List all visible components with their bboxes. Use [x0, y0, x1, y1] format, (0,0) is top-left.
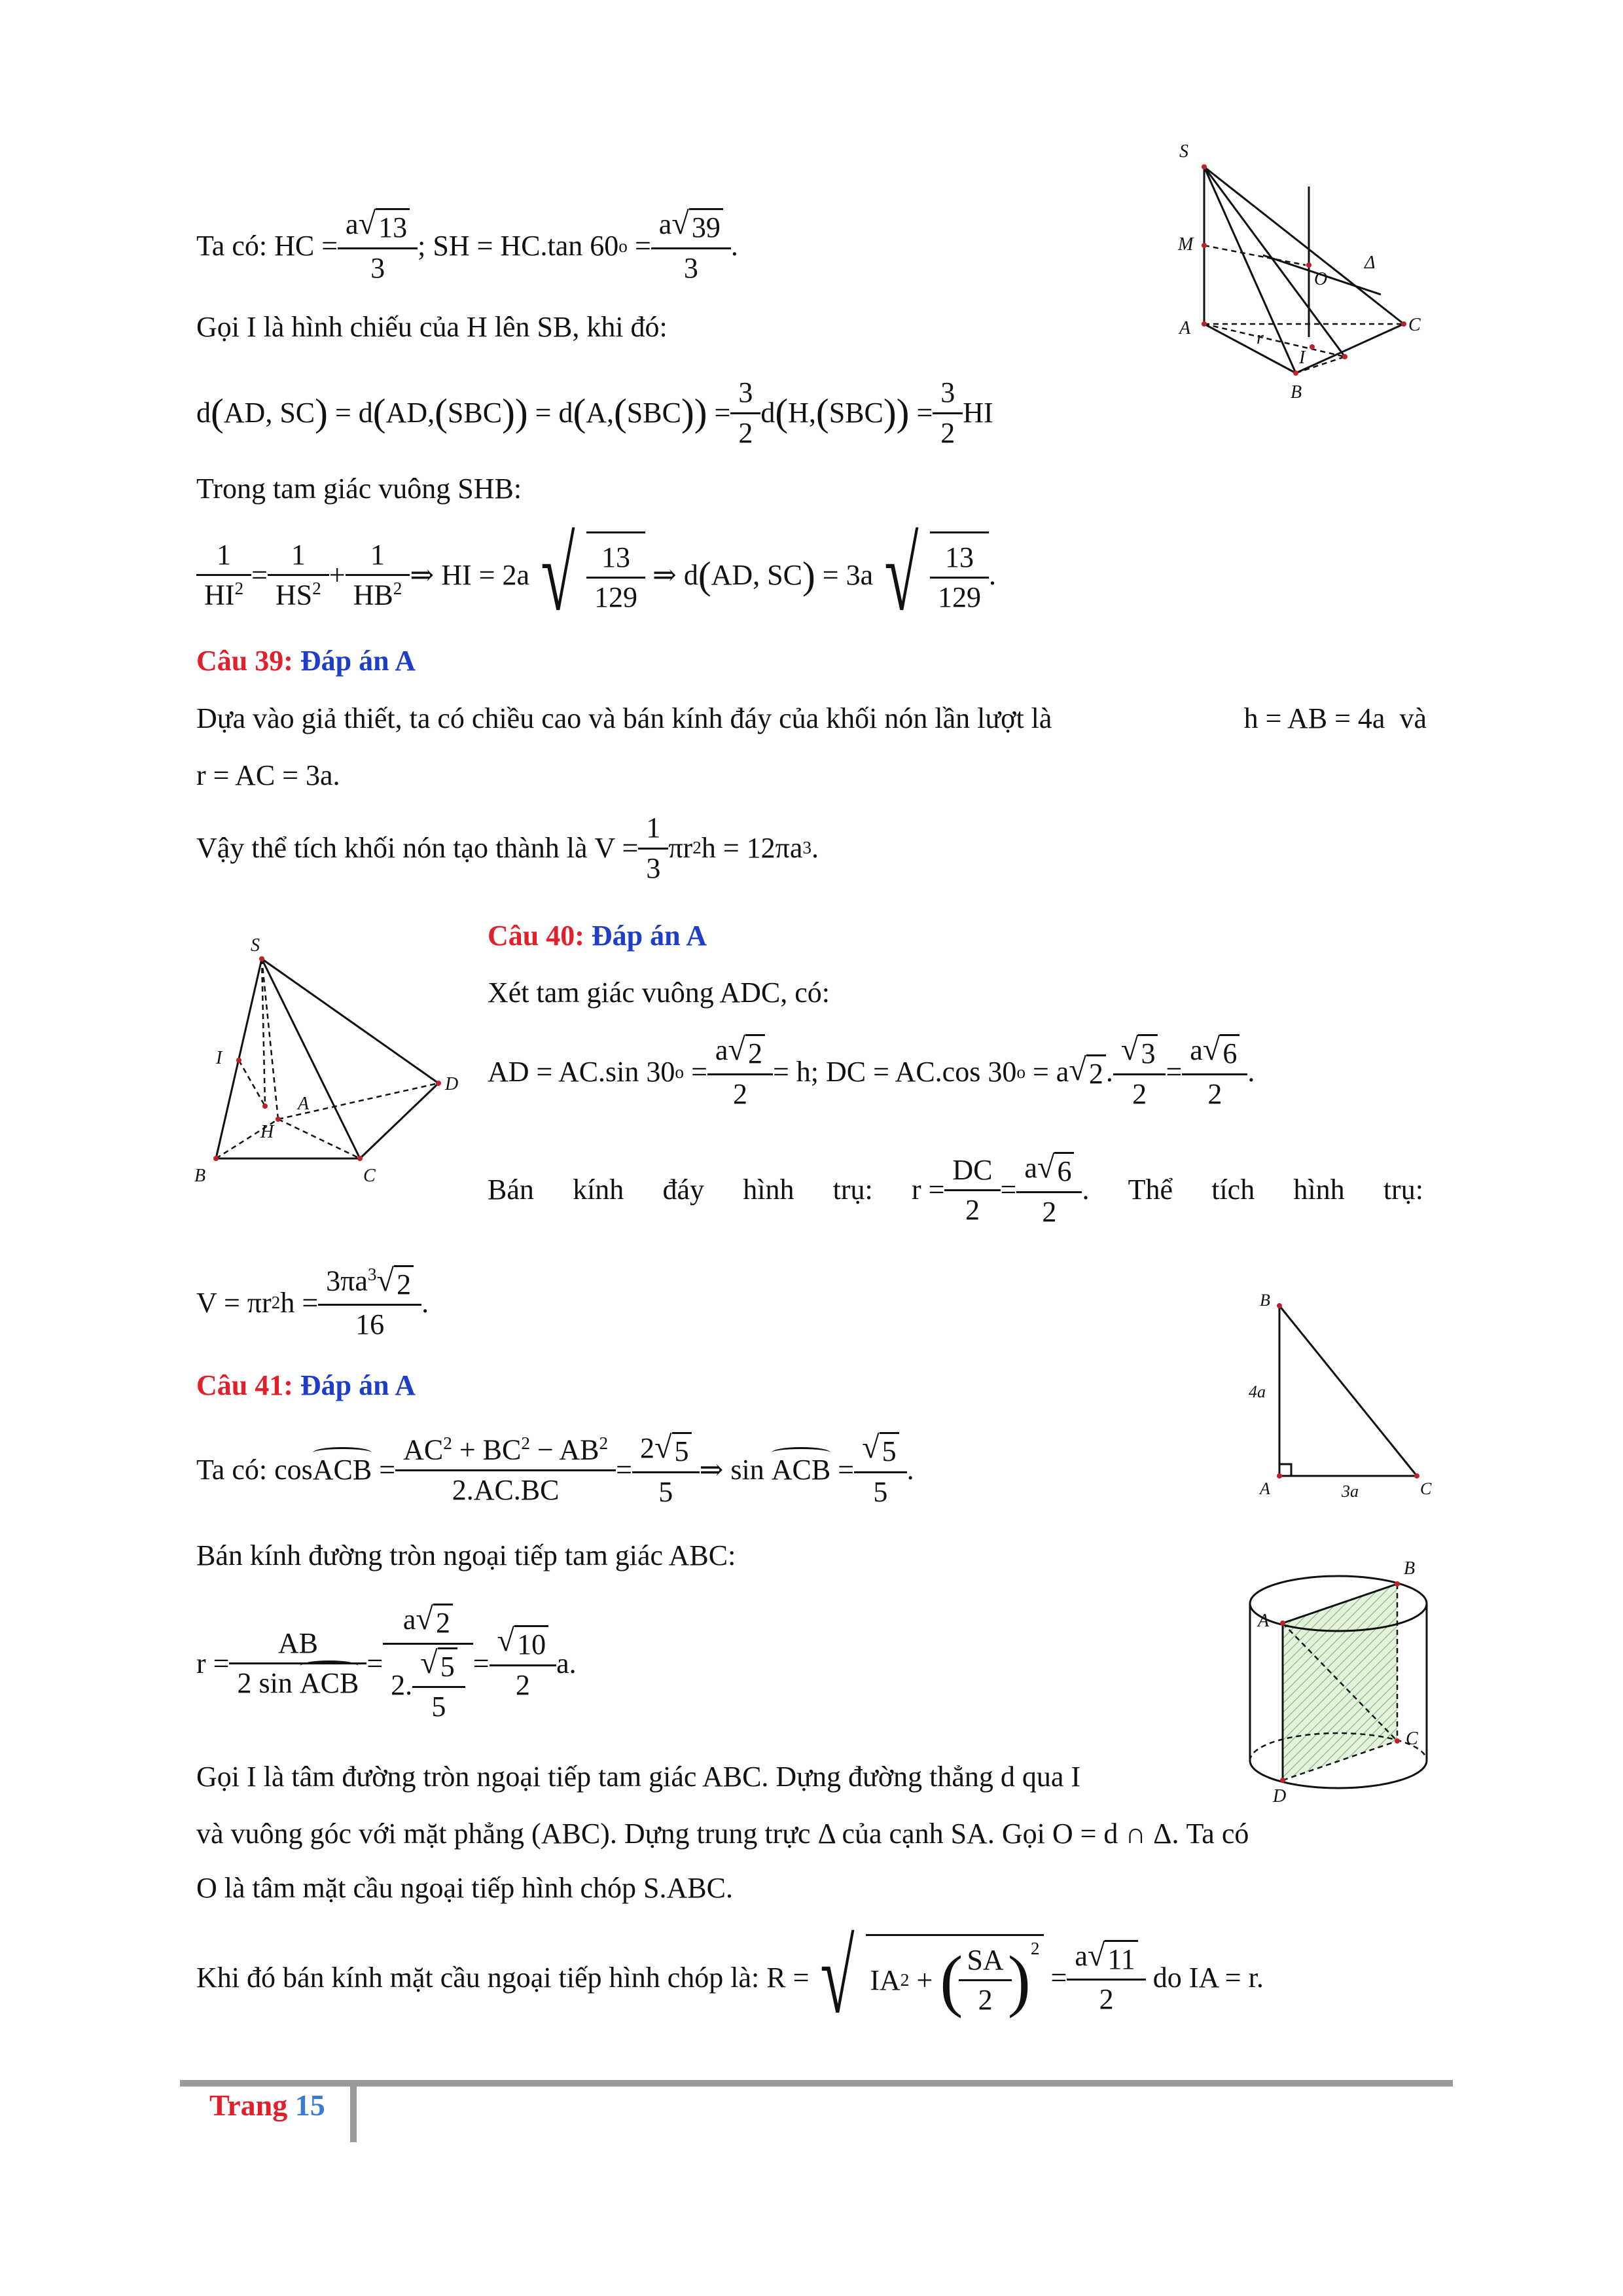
ia: IA: [870, 1964, 901, 1996]
eq2: = 3a: [822, 559, 874, 592]
rd3: 5: [412, 1686, 465, 1724]
d: d: [196, 396, 211, 429]
sq: 2: [599, 1433, 609, 1454]
p4: AD,: [385, 396, 435, 429]
dcr2: 6: [1220, 1034, 1240, 1071]
vlhs: V = πr: [196, 1286, 272, 1319]
rlhs: r =: [911, 1174, 945, 1206]
w7: Thể: [1128, 1174, 1173, 1206]
rr2: 2: [433, 1604, 453, 1640]
frac-ab: [233, 1627, 363, 1700]
q40-ad-dc: AD = AC.sin 30 o = a √ 2 2 = h; DC = AC.cos 30 o = a √ 2 . √ 3 2 = a √ 6 2 .: [488, 1032, 1255, 1110]
label-i: I: [216, 1048, 223, 1068]
sqrt: √ 39: [671, 208, 723, 245]
q39-and: và: [1399, 702, 1427, 734]
q41-sphere: [196, 1920, 1264, 2035]
q39-line1-text: Dựa vào giả thiết, ta có chiều cao và bán kính đáy của khối nón lần lượt là: [196, 702, 1052, 734]
figure-pyramid-sabc: [1165, 137, 1440, 412]
v-lhs: V =: [594, 831, 639, 864]
p8: SBC: [626, 396, 681, 429]
rend: a.: [556, 1647, 577, 1679]
rn: DC: [952, 1153, 993, 1186]
frac-1-3: [642, 812, 664, 885]
Rn: a: [1075, 1939, 1088, 1972]
eq: =: [634, 230, 651, 262]
r1d: 129: [586, 577, 645, 615]
f2r: 5: [672, 1432, 692, 1469]
label-s: S: [251, 935, 260, 956]
p3: = d: [334, 396, 373, 429]
sq: 2: [521, 1433, 530, 1454]
f2d: 5: [632, 1471, 700, 1509]
d3: HB: [353, 579, 393, 612]
frac-3-2b: [936, 376, 959, 450]
frac-sqrt10: √ 10 2: [493, 1625, 553, 1702]
frac-dc2: a √ 6 2: [1186, 1034, 1243, 1111]
dcr: 3: [1138, 1034, 1158, 1071]
eq: =: [379, 1454, 396, 1486]
label-3a: 3a: [1342, 1482, 1359, 1501]
end: .: [1247, 1056, 1255, 1088]
hc-num: a: [346, 208, 359, 240]
end: .: [906, 1454, 914, 1486]
frac-hc: [342, 208, 414, 285]
angle-acb: ACB: [312, 1454, 372, 1486]
sq: 2: [443, 1433, 452, 1454]
label-b: B: [1404, 1558, 1416, 1579]
adr: 2: [745, 1034, 765, 1071]
imp1: ⇒ HI = 2a: [410, 559, 530, 592]
eq: =: [1000, 1174, 1017, 1206]
cube: 3: [802, 838, 812, 858]
Rd: 2: [1067, 1979, 1145, 2017]
eq: =: [366, 1647, 383, 1679]
p2: AD, SC: [223, 396, 315, 429]
w4: hình: [743, 1174, 794, 1206]
plus: +: [329, 559, 346, 592]
r2n: 13: [945, 541, 974, 573]
w9: hình: [1293, 1174, 1345, 1206]
label-i: I: [1299, 348, 1306, 368]
r2: 2: [1086, 1054, 1106, 1091]
n1: 1: [217, 538, 232, 571]
frac-sqrt5: √ 5 5: [858, 1432, 903, 1509]
rn3: 10: [514, 1625, 548, 1662]
p14: HI: [963, 396, 993, 429]
w2: kính: [573, 1174, 624, 1206]
label-b: B: [194, 1166, 206, 1185]
q39-line2: r = AC = 3a.: [196, 759, 340, 791]
adn: a: [715, 1034, 728, 1066]
heading-cau-39: [196, 645, 416, 678]
label-c: C: [1420, 1479, 1432, 1498]
eq-hi: $\frac{1}{HI^2}$ = $\frac{1}{HS^2}$ + $\frac{1}{HB^2}$ ⇒ HI = 2a √ $\frac{13}{129}$ ⇒ d ( AD, SC ) = 3a √ $\frac{13}{129}$ .: [196, 531, 996, 620]
eq: =: [1166, 1056, 1183, 1088]
frac-R: a √ 11 2: [1071, 1940, 1141, 2017]
frac-dc-2: [948, 1154, 996, 1227]
f3r: 5: [880, 1432, 899, 1469]
rn2: a: [1024, 1152, 1037, 1184]
answer-label: Đáp án A: [300, 1369, 416, 1401]
w10: trụ:: [1383, 1174, 1423, 1206]
label-h: H: [260, 1122, 274, 1142]
label-d: D: [1273, 1786, 1287, 1806]
label-c: C: [1406, 1729, 1418, 1749]
q39-line3-text: Vậy thể tích khối nón tạo thành là: [196, 831, 588, 864]
cos: cos: [274, 1454, 313, 1486]
rd2: 2.: [391, 1668, 413, 1701]
vrad: 2: [394, 1265, 414, 1302]
frac-ad: a √ 2 2: [711, 1034, 769, 1111]
sh-den: 3: [651, 247, 731, 285]
intro: Ta có:: [196, 1454, 268, 1486]
frac-3-2: [734, 376, 757, 450]
heading-cau-40: [488, 920, 707, 953]
imp2: ⇒ d: [652, 559, 698, 592]
dc2: = a: [1032, 1056, 1069, 1088]
end: .: [730, 230, 738, 262]
angle-acb: ACB: [299, 1667, 359, 1700]
angle-acb: ACB: [771, 1454, 831, 1486]
q39-h: h = AB = 4a: [1243, 702, 1385, 734]
q41-radius: [196, 1604, 577, 1724]
sqrt: √ 13: [359, 208, 410, 245]
deg: o: [675, 1062, 685, 1082]
eq-distance: d ( AD, SC ) = d ( AD, ( SBC )) = d ( A, ( SBC )) = $\frac{3}{2}$ d ( H, ( SBC )) = $\frac{3}{2}$ HI: [196, 376, 993, 449]
label-4a: 4a: [1249, 1382, 1266, 1401]
label-b: B: [1260, 1291, 1270, 1310]
eq: =: [838, 1454, 855, 1486]
q40-radius-line: [488, 1152, 1423, 1229]
label-r: r: [1257, 328, 1264, 348]
footer-rule: [180, 2080, 1453, 2087]
r1n: 13: [601, 541, 630, 573]
vh: h =: [280, 1286, 319, 1319]
Rlhs: R =: [766, 1962, 810, 1994]
q41-line5: O là tâm mặt cầu ngoại tiếp hình chóp S.ABC.: [196, 1872, 733, 1904]
eq-hc-lhs: HC =: [274, 230, 338, 262]
dcd2: 2: [1182, 1073, 1247, 1111]
eq-sh-lhs: SH = HC.tan 60: [433, 230, 619, 262]
sh-num: a: [658, 208, 672, 240]
vnum: 3πa: [326, 1265, 368, 1297]
q40-volume: [196, 1265, 429, 1342]
vd: 3: [638, 848, 668, 886]
vend: .: [421, 1286, 429, 1319]
footer-divider: [350, 2080, 357, 2142]
page-number: [209, 2088, 325, 2123]
q39-line3: [196, 812, 819, 885]
f2d: 2: [933, 412, 963, 450]
two: 2: [900, 1970, 910, 1990]
dc: DC = AC.cos 30: [826, 1056, 1017, 1088]
sqrt-13-129b: √ $\frac{13}{129}$: [873, 531, 989, 620]
f2n: 2: [639, 1432, 654, 1464]
frac-2sqrt5: 2 √ 5 5: [636, 1432, 696, 1509]
f1d: 2: [730, 412, 760, 450]
q40-line1: Xét tam giác vuông ADC, có:: [488, 977, 830, 1009]
p10: d: [760, 396, 776, 429]
label-a: A: [1260, 1479, 1270, 1498]
rd2: 2: [1016, 1191, 1082, 1229]
rd: 2: [944, 1189, 1000, 1227]
cube: 3: [367, 1265, 377, 1284]
answer-label: Đáp án A: [591, 920, 707, 952]
p13: =: [916, 396, 933, 429]
deg: o: [618, 236, 628, 256]
sq: 2: [312, 579, 321, 599]
eq: =: [691, 1056, 707, 1088]
dot: .: [1105, 1056, 1113, 1088]
figure-pyramid-sabcd: [187, 929, 474, 1185]
rd4: 2: [490, 1664, 557, 1702]
frac-1-hi: [200, 539, 247, 613]
label-b: B: [1291, 382, 1302, 403]
heading-label: Câu 41:: [196, 1369, 293, 1401]
p7: A,: [586, 396, 615, 429]
label-d: D: [445, 1074, 459, 1094]
deg: o: [1016, 1062, 1026, 1082]
dcd: 2: [1113, 1073, 1166, 1111]
do: do IA = r.: [1152, 1962, 1264, 1994]
sa: SA: [967, 1943, 1004, 1976]
v-rhs: πr: [668, 831, 693, 864]
two: 2: [1030, 1939, 1040, 1958]
den: 2.AC.BC: [395, 1469, 616, 1507]
w3: đáy: [662, 1174, 705, 1206]
label-a: A: [1258, 1611, 1270, 1631]
rlhs: r =: [196, 1647, 230, 1679]
sqrt-sphere: √ IA 2 + ( $\frac{SA}{2}$ ) $^2$: [809, 1934, 1043, 2022]
text-tam-giac-shb: Trong tam giác vuông SHB:: [196, 473, 522, 505]
label-delta: Δ: [1364, 253, 1376, 273]
frac-1-hb: [349, 539, 406, 613]
plus: + BC: [459, 1433, 522, 1466]
frac-cos: [399, 1433, 612, 1507]
d2: HS: [275, 579, 313, 612]
vn: 1: [646, 812, 661, 844]
add: 2: [707, 1073, 773, 1111]
sq: 2: [271, 1293, 281, 1313]
ad: AD = AC.sin 30: [488, 1056, 675, 1088]
text-goi-i: Gọi I là hình chiếu của H lên SB, khi đó:: [196, 311, 668, 343]
sq: 2: [692, 838, 702, 858]
eq: =: [251, 559, 268, 592]
end: .: [989, 559, 997, 592]
v-rhs2: h = 12πa: [701, 831, 803, 864]
sq: 2: [234, 579, 244, 599]
sh-rad: 39: [689, 208, 723, 245]
p11: H,: [788, 396, 816, 429]
rn2: a: [402, 1604, 416, 1636]
answer-label: Đáp án A: [300, 645, 416, 677]
label-c: C: [363, 1166, 376, 1185]
p9: =: [714, 396, 731, 429]
figure-right-triangle: [1230, 1286, 1446, 1509]
q39-line1: [196, 702, 1427, 736]
end: .: [812, 831, 819, 864]
p12: SBC: [829, 396, 883, 429]
label-m: M: [1178, 234, 1194, 255]
page-label-text: Trang: [209, 2089, 288, 2122]
imp: ⇒ sin: [699, 1454, 764, 1486]
ad: AD, SC: [711, 559, 802, 592]
w6: .: [1082, 1174, 1090, 1206]
q41-line4: và vuông góc với mặt phẳng (ABC). Dựng trung trực Δ của cạnh SA. Gọi O = d ∩ Δ. Ta có: [196, 1818, 1249, 1850]
minus: − AB: [537, 1433, 599, 1466]
h: = h;: [772, 1056, 819, 1088]
hc-den: 3: [338, 247, 418, 285]
hc-rad: 13: [376, 208, 410, 245]
frac-dc: √ 3 2: [1117, 1034, 1162, 1111]
dcn: a: [1190, 1034, 1203, 1066]
label-a: A: [298, 1094, 310, 1114]
sep: ;: [418, 230, 426, 262]
sq: 2: [393, 579, 402, 599]
n3: 1: [370, 538, 385, 571]
two: 2: [959, 1979, 1011, 2017]
q41-line3: Gọi I là tâm đường tròn ngoại tiếp tam giác ABC. Dựng đường thẳng d qua I: [196, 1761, 1081, 1793]
rn: AB: [277, 1626, 318, 1659]
frac-1-hs: [272, 539, 325, 613]
f2n: 3: [940, 376, 955, 408]
label-a: A: [1179, 318, 1191, 338]
num: AC: [403, 1433, 444, 1466]
sqrt-13-129: √ $\frac{13}{129}$: [529, 531, 645, 620]
rd: 2 sin: [237, 1667, 293, 1700]
page-number-value: 15: [294, 2089, 325, 2122]
frac-a2: a √ 2 2. √ 5 5: [387, 1604, 469, 1724]
label-s: S: [1179, 141, 1188, 162]
Req: =: [1050, 1962, 1067, 1994]
heading-label: Câu 40:: [488, 920, 584, 952]
eq: =: [473, 1647, 490, 1679]
w5: trụ:: [832, 1174, 873, 1206]
q41-line2: Bán kính đường tròn ngoại tiếp tam giác ABC:: [196, 1539, 736, 1571]
eq: =: [616, 1454, 632, 1486]
figure-cylinder: [1237, 1554, 1440, 1810]
d1: HI: [204, 579, 235, 612]
frac-a6-2: a √ 6 2: [1020, 1152, 1078, 1229]
p5: SBC: [447, 396, 503, 429]
eq-hc-sh: [196, 208, 738, 285]
label-c: C: [1408, 315, 1421, 335]
w1: Bán: [488, 1174, 534, 1206]
q41-cos: [196, 1432, 914, 1509]
heading-label: Câu 39:: [196, 645, 293, 677]
rrad: 6: [1054, 1152, 1074, 1189]
frac-volume: $3\pi a^3$ √ 2 16: [322, 1265, 418, 1342]
p6: = d: [535, 396, 573, 429]
text-ta-co: Ta có:: [196, 230, 268, 262]
f3d: 5: [854, 1471, 907, 1509]
n2: 1: [291, 538, 306, 571]
r2d: 129: [930, 577, 989, 615]
f1n: 3: [738, 376, 753, 408]
Rr: 11: [1105, 1940, 1137, 1977]
label-o: O: [1314, 269, 1328, 289]
heading-cau-41: [196, 1369, 416, 1403]
vden: 16: [318, 1304, 421, 1342]
rr3: 5: [438, 1647, 457, 1684]
line6: Khi đó bán kính mặt cầu ngoại tiếp hình chóp là:: [196, 1962, 760, 1994]
frac-sh: [655, 208, 727, 285]
w8: tích: [1211, 1174, 1255, 1206]
